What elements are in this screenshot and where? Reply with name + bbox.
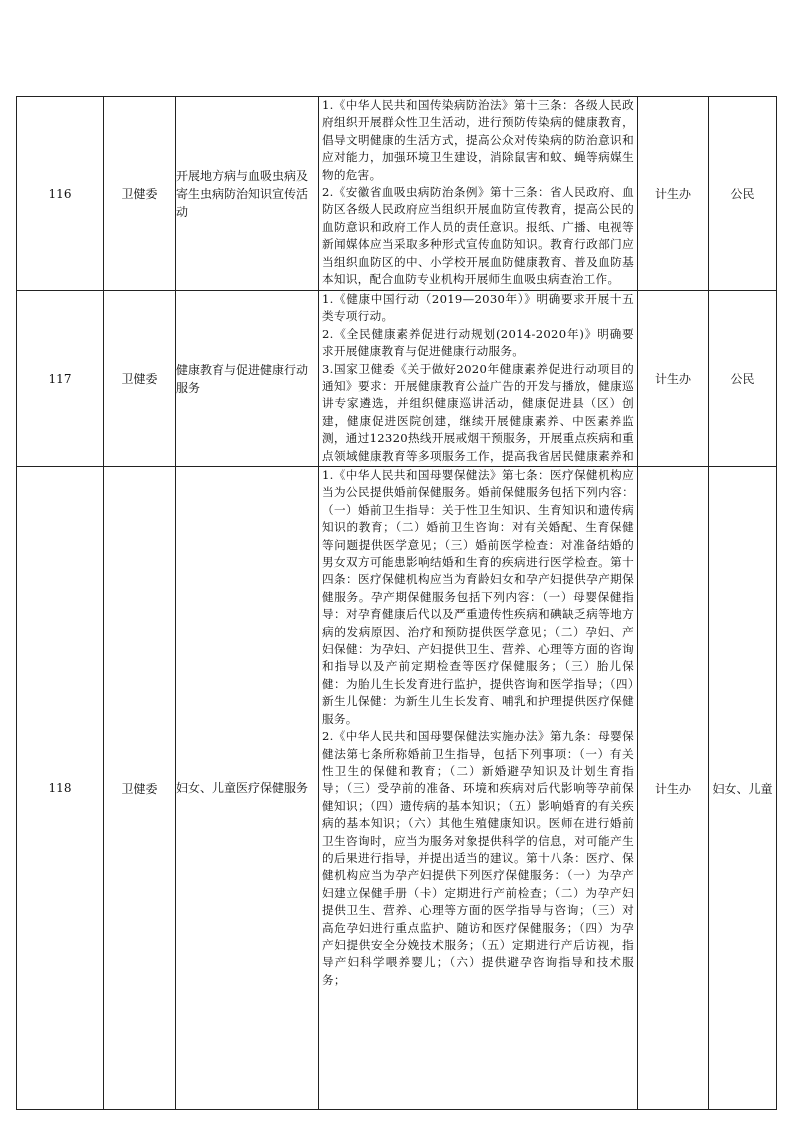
basis-paragraph: 2.《安徽省血吸虫病防治条例》第十三条：省人民政府、血防区各级人民政府应当组织开展血防宣传教育，提高公民的血防意识和政府工作人员的责任意识。报纸、广播、电视等新闻媒体应当采取多种形式宣传血防知识。教育行政部门应当组织血防区的中、小学校开展血防健康教育、普及血防基本知识，配合血防专业机构开展师生血吸虫病查治工作。 (322, 185, 634, 287)
responsible-unit-cell: 计生办 (638, 467, 709, 1110)
service-item-cell: 健康教育与促进健康行动服务 (176, 291, 319, 467)
service-item-cell: 妇女、儿童医疗保健服务 (176, 467, 319, 1110)
department-cell: 卫健委 (104, 467, 176, 1110)
service-item-cell: 开展地方病与血吸虫病及寄生虫病防治知识宣传活动 (176, 97, 319, 291)
row-number: 117 (17, 291, 104, 467)
table-row (17, 467, 777, 1110)
service-list-table (16, 96, 777, 1110)
service-target-cell: 公民 (709, 97, 777, 291)
basis-paragraph: 2.《全民健康素养促进行动规划(2014-2020年)》明确要求开展健康教育与促进健康行动服务。 (322, 326, 634, 359)
legal-basis-cell (319, 291, 638, 467)
basis-paragraph: 1.《健康中国行动（2019—2030年）》明确要求开展十五类专项行动。 (322, 292, 634, 324)
basis-paragraph: 2.《中华人民共和国母婴保健法实施办法》第九条：母婴保健法第七条所称婚前卫生指导，包括下列事项：（一）有关性卫生的保健和教育；（二）新婚避孕知识及计划生育指导；（三）受孕前的准备、环境和疾病对后代影响等孕前保健知识；（四）遗传病的基本知识；（五）影响婚育的有关疾病的基本知识；（六）其他生殖健康知识。医师在进行婚前卫生咨询时，应当为服务对象提供科学的信息，对可能产生的后果进行指导，并提出适当的建议。第十八条：医疗、保健机构应当为孕产妇提供下列医疗保健服务：（一）为孕产妇建立保健手册（卡）定期进行产前检查；（二）为孕产妇提供卫生、营养、心理等方面的医学指导与咨询；（三）对高危孕妇进行重点监护、随访和医疗保健服务；（四）为孕产妇提供安全分娩技术服务；（五）定期进行产后访视，指导产妇科学喂养婴儿；（六）提供避孕咨询指导和技术服务； (322, 729, 634, 987)
department-cell: 卫健委 (104, 97, 176, 291)
responsible-unit-cell: 计生办 (638, 97, 709, 291)
service-target-cell: 妇女、儿童 (709, 467, 777, 1110)
table-row (17, 97, 777, 291)
department-cell: 卫健委 (104, 291, 176, 467)
basis-paragraph: 1.《中华人民共和国传染病防治法》第十三条：各级人民政府组织开展群众性卫生活动，进行预防传染病的健康教育，倡导文明健康的生活方式，提高公众对传染病的防治意识和应对能力，加强环境卫生建设，消除鼠害和蚊、蝇等病媒生物的危害。 (322, 98, 634, 182)
table-row (17, 291, 777, 467)
service-target-cell: 公民 (709, 291, 777, 467)
basis-paragraph: 1.《中华人民共和国母婴保健法》第七条：医疗保健机构应当为公民提供婚前保健服务。婚前保健服务包括下列内容：（一）婚前卫生指导：关于性卫生知识、生育知识和遗传病知识的教育；（二）婚前卫生咨询：对有关婚配、生育保健等问题提供医学意见；（三）婚前医学检查：对准备结婚的男女双方可能患影响结婚和生育的疾病进行医学检查。第十四条：医疗保健机构应当为育龄妇女和孕产妇提供孕产期保健服务。孕产期保健服务包括下列内容：（一）母婴保健指导：对孕育健康后代以及严重遗传性疾病和碘缺乏病等地方病的发病原因、治疗和预防提供医学意见；（二）孕妇、产妇保健：为孕妇、产妇提供卫生、营养、心理等方面的咨询和指导以及产前定期检查等医疗保健服务；（三）胎儿保健：为胎儿生长发育进行监护，提供咨询和医学指导；（四）新生儿保健：为新生儿生长发育、哺乳和护理提供医疗保健服务。 (322, 468, 634, 726)
responsible-unit-cell: 计生办 (638, 291, 709, 467)
legal-basis-cell (319, 97, 638, 291)
legal-basis-cell (319, 467, 638, 1110)
row-number: 118 (17, 467, 104, 1110)
row-number: 116 (17, 97, 104, 291)
basis-paragraph: 3.国家卫健委《关于做好2020年健康素养促进行动项目的通知》要求：开展健康教育公益广告的开发与播放，健康巡讲专家遴选，并组织健康巡讲活动，健康促进县（区）创建，健康促进医院创建，继续开展健康素养、中医素养监测，通过12320热线开展戒烟干预服务，开展重点疾病和重点领域健康教育等多项服务工作，提高我省居民健康素养和 (322, 361, 634, 463)
